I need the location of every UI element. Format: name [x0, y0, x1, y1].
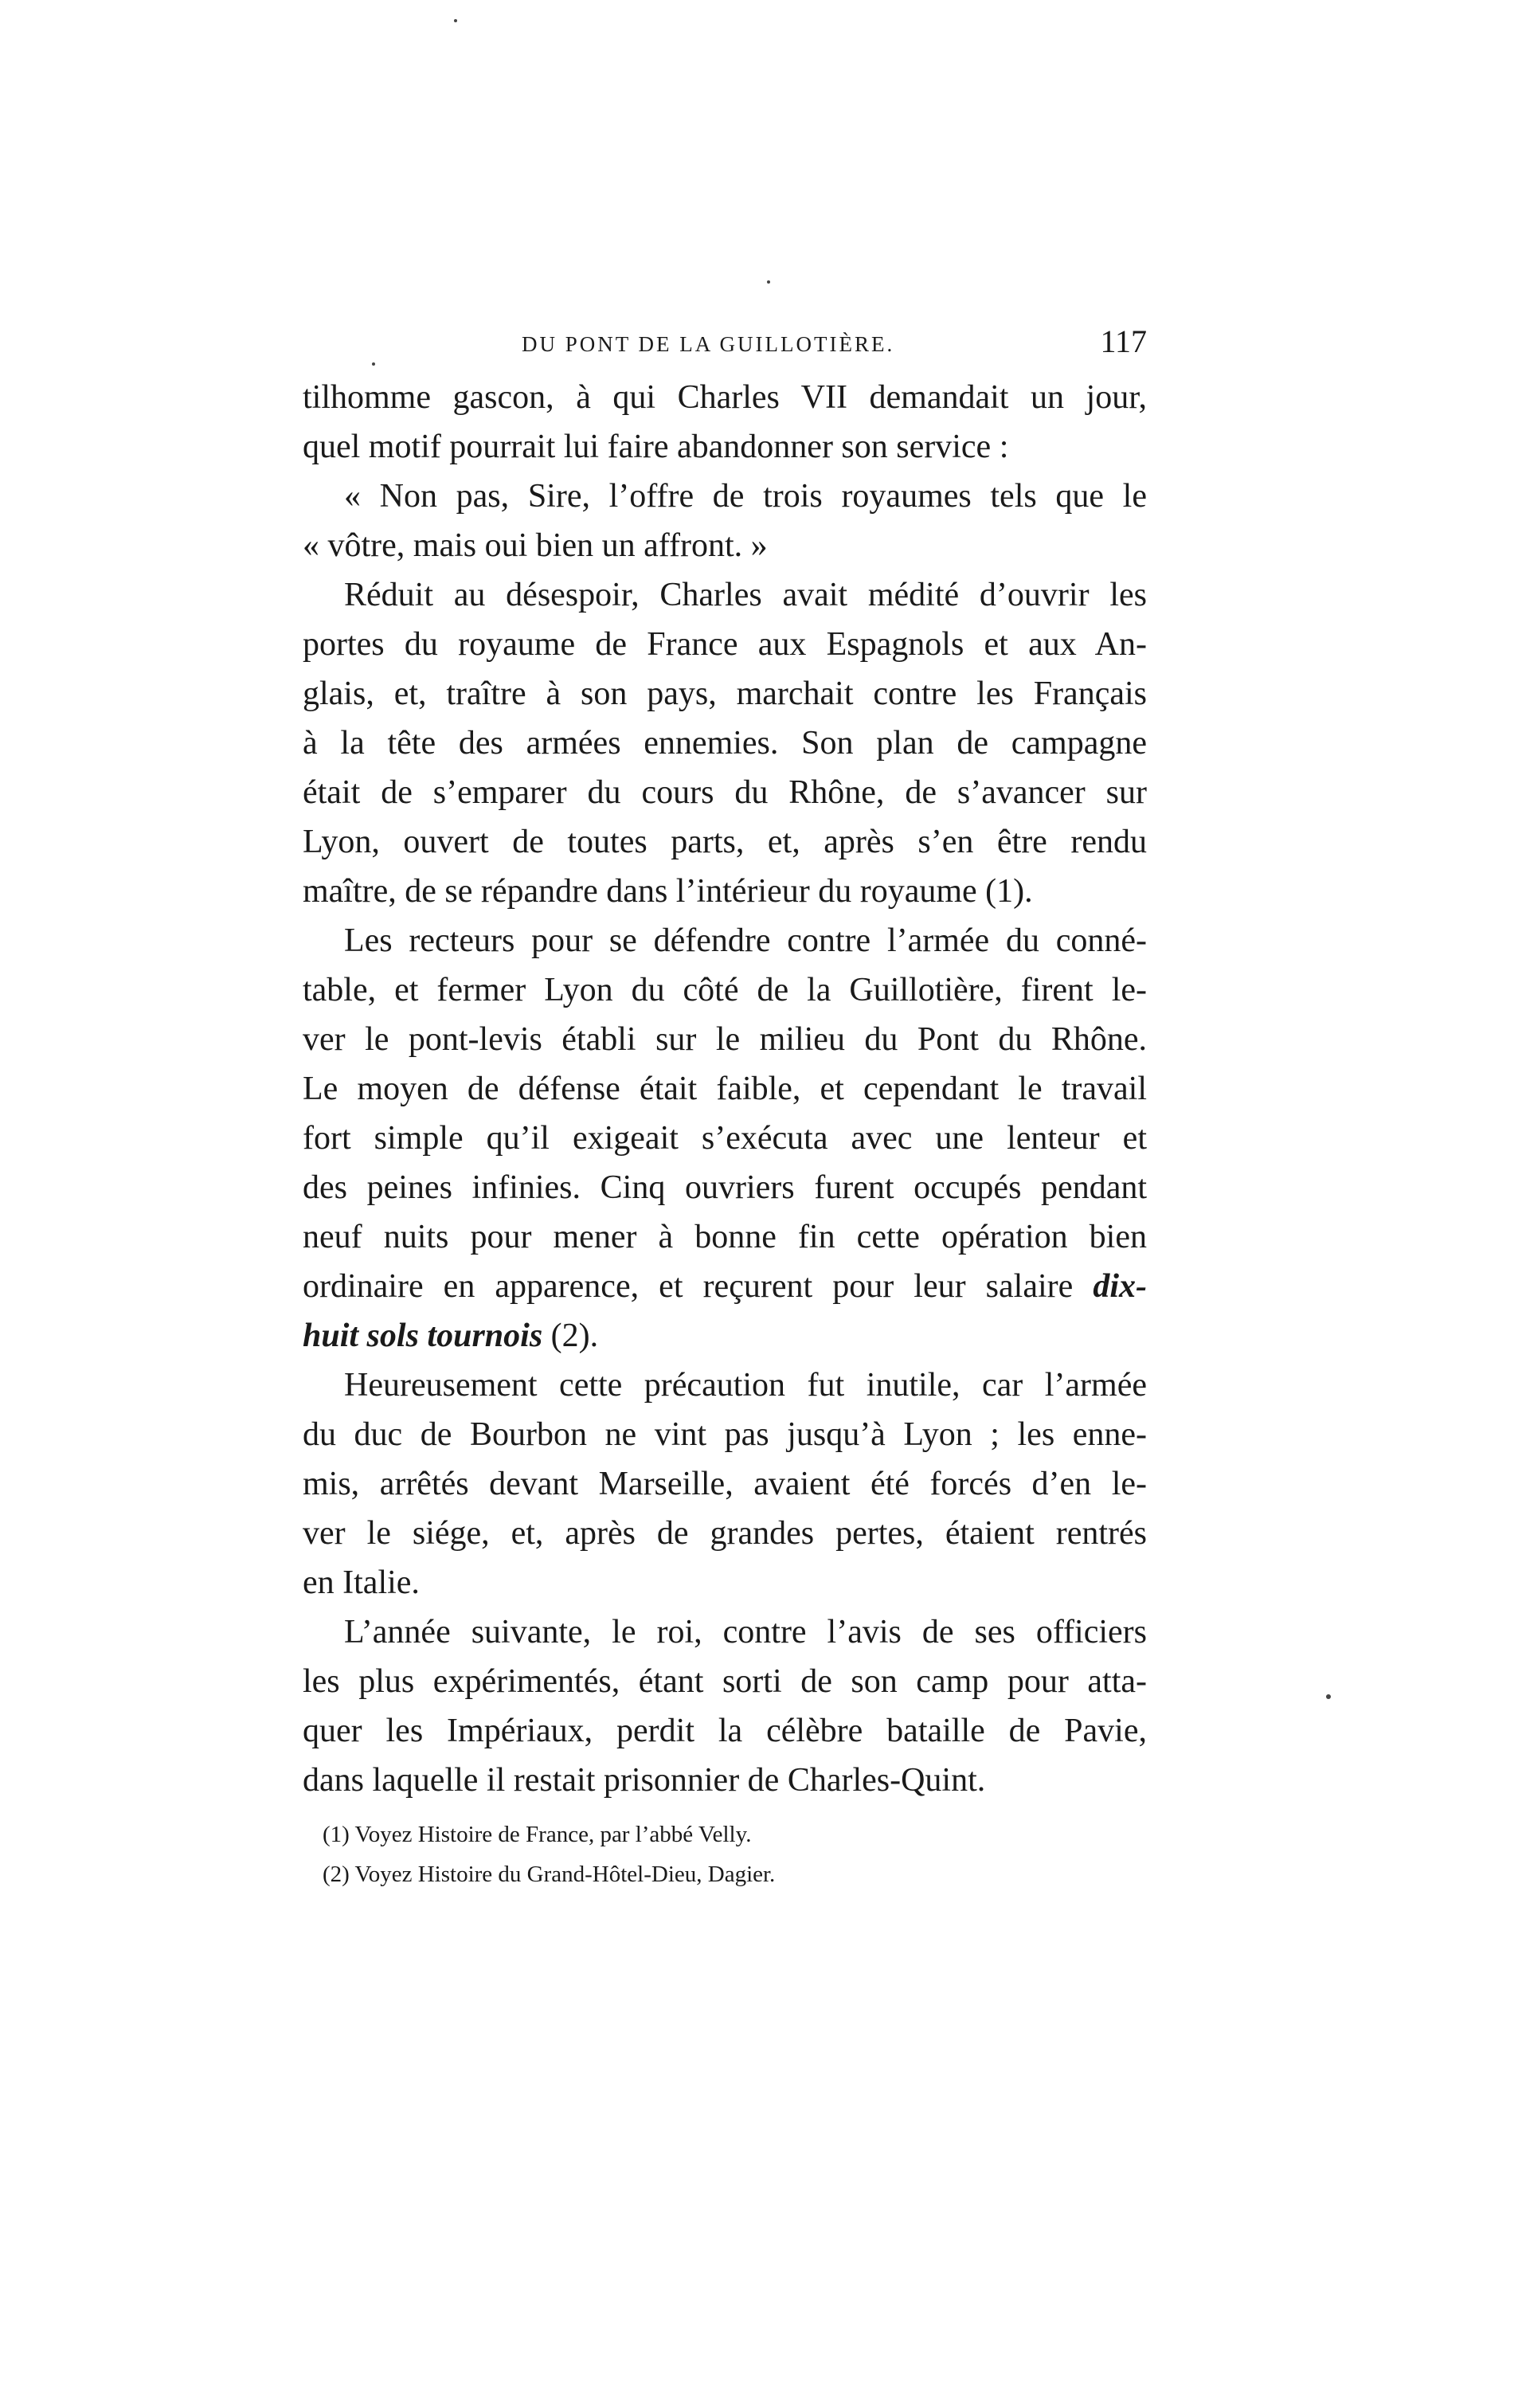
- footnotes: [323, 1815, 1119, 1894]
- text-line: dans laquelle il restait prisonnier de Charles-Quint.: [303, 1762, 986, 1799]
- text-line: les plus expérimentés, étant sorti de son camp pour atta-: [303, 1663, 1147, 1700]
- text-fragment: ordinaire en apparence, et reçurent pour leur salaire: [303, 1268, 1094, 1305]
- text-line: à la tête des armées ennemies. Son plan de campagne: [303, 725, 1147, 762]
- text-line: quel motif pourrait lui faire abandonner son service :: [303, 429, 1009, 465]
- quote-line: « Non pas, Sire, l’offre de trois royaumes tels que le: [344, 478, 1147, 515]
- text-line: [303, 1311, 1147, 1361]
- text-line: quer les Impériaux, perdit la célèbre bataille de Pavie,: [303, 1713, 1147, 1749]
- paper-speck: [767, 280, 770, 284]
- running-title: DU PONT DE LA GUILLOTIÈRE.: [522, 332, 895, 356]
- text-line: était de s’emparer du cours du Rhône, de s’avancer sur: [303, 774, 1147, 811]
- text-line: des peines infinies. Cinq ouvriers furent occupés pendant: [303, 1169, 1147, 1206]
- text-line: Les recteurs pour se défendre contre l’armée du conné-: [344, 922, 1147, 959]
- text-line: Lyon, ouvert de toutes parts, et, après s’en être rendu: [303, 824, 1147, 860]
- footnote: (2) Voyez Histoire du Grand-Hôtel-Dieu, Dagier.: [323, 1862, 776, 1887]
- text-line: portes du royaume de France aux Espagnols et aux An-: [303, 626, 1147, 663]
- text-line: Heureusement cette précaution fut inutile, car l’armée: [344, 1367, 1147, 1404]
- text-line: Réduit au désespoir, Charles avait médité d’ouvrir les: [344, 577, 1147, 613]
- text-line: maître, de se répandre dans l’intérieur du royaume (1).: [303, 873, 1033, 910]
- text-line: table, et fermer Lyon du côté de la Guillotière, firent le-: [303, 972, 1147, 1008]
- paper-speck: [1326, 1694, 1331, 1699]
- text-line: ver le pont-levis établi sur le milieu du Pont du Rhône.: [303, 1021, 1147, 1058]
- text-line: en Italie.: [303, 1564, 420, 1601]
- text-line: glais, et, traître à son pays, marchait contre les Français: [303, 675, 1147, 712]
- text-line: du duc de Bourbon ne vint pas jusqu’à Lyon ; les enne-: [303, 1416, 1147, 1453]
- text-line: L’année suivante, le roi, contre l’avis de ses officiers: [344, 1614, 1147, 1650]
- italic-phrase: huit sols tournois: [303, 1318, 543, 1354]
- text-fragment: (2).: [542, 1318, 599, 1354]
- footnote: (1) Voyez Histoire de France, par l’abbé Velly.: [323, 1822, 752, 1847]
- text-line: mis, arrêtés devant Marseille, avaient été forcés d’en le-: [303, 1466, 1147, 1502]
- text-line: ver le siége, et, après de grandes pertes, étaient rentrés: [303, 1515, 1147, 1552]
- text-line: tilhomme gascon, à qui Charles VII demandait un jour,: [303, 379, 1147, 416]
- text-line: fort simple qu’il exigeait s’exécuta avec une lenteur et: [303, 1120, 1147, 1157]
- text-line: neuf nuits pour mener à bonne fin cette opération bien: [303, 1219, 1147, 1255]
- running-head: [303, 323, 1147, 370]
- paper-speck: [454, 19, 457, 22]
- body-text: [303, 373, 1147, 1805]
- italic-phrase: dix-: [1093, 1268, 1147, 1305]
- quote-line: « vôtre, mais oui bien un affront. »: [303, 527, 768, 564]
- page-number: 117: [1100, 323, 1147, 359]
- text-line: Le moyen de défense était faible, et cependant le travail: [303, 1071, 1147, 1107]
- text-line: [303, 1262, 1147, 1311]
